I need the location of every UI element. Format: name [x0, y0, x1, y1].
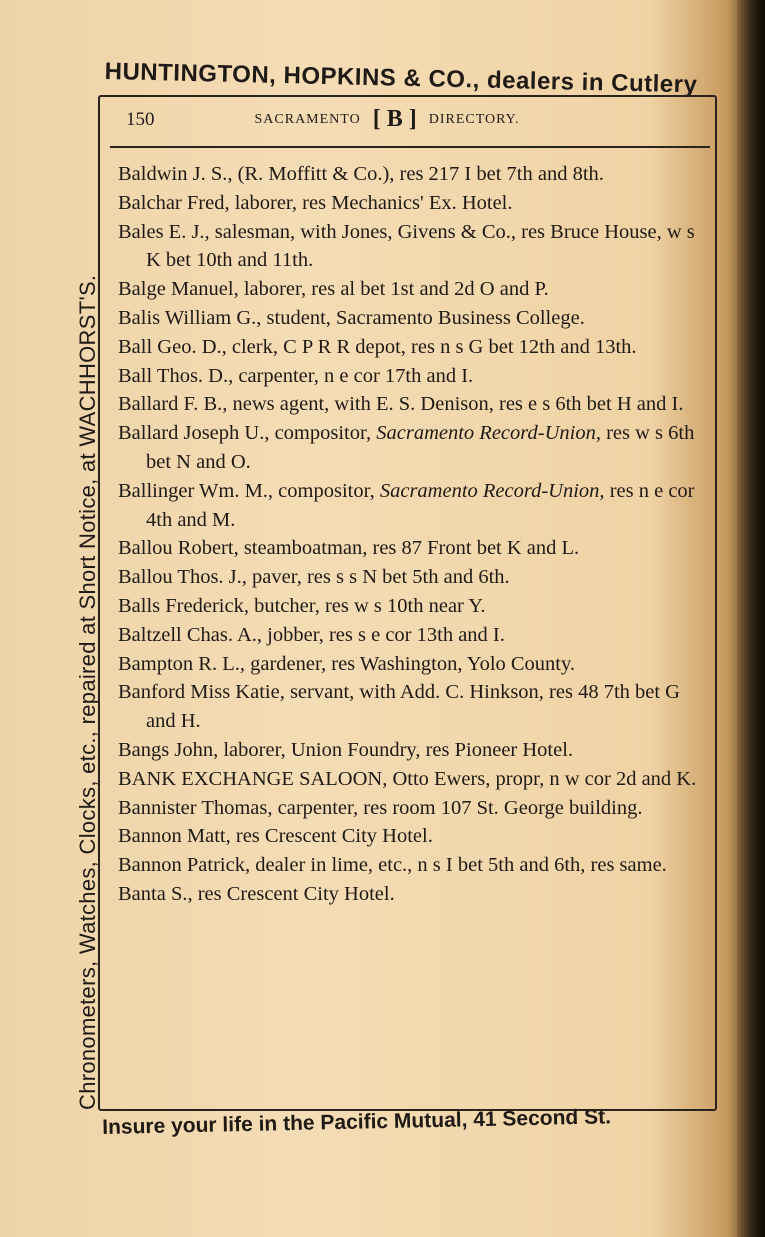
entry-text: Balchar Fred, laborer, res Mechanics' Ex. Hotel. [118, 191, 513, 214]
entry-residence: res n e cor 4th and M. [146, 479, 695, 531]
directory-entry [118, 678, 710, 736]
entry-text: Bangs John, laborer, Union Foundry, res Pioneer Hotel. [118, 738, 574, 761]
directory-entry [118, 218, 710, 276]
entry-text: Ballou Thos. J., paver, res s s N bet 5th and 6th. [118, 566, 510, 589]
entry-text: Ballinger Wm. M., compositor, [118, 479, 380, 502]
header-rule [110, 146, 710, 148]
entry-text: Bannon Matt, res Crescent City Hotel. [118, 825, 433, 848]
entry-text: Ball Geo. D., clerk, C P R R depot, res n s G bet 12th and 13th. [118, 335, 637, 358]
entry-text: Bampton R. L., gardener, res Washington, Yolo County. [118, 652, 576, 675]
directory-entry [118, 736, 710, 765]
header-letter: [ B ] [372, 106, 417, 132]
directory-entry [118, 650, 710, 679]
header-city: SACRAMENTO [254, 111, 361, 127]
directory-entry [118, 390, 710, 419]
directory-entry [118, 333, 710, 362]
entry-residence: res w s 6th bet N and O. [146, 422, 695, 473]
entry-employer: Sacramento Record-Union, [376, 422, 601, 445]
directory-entry [118, 851, 710, 880]
entry-text: Bannister Thomas, carpenter, res room 107 St. George building. [118, 796, 643, 819]
directory-entry [118, 534, 710, 563]
entry-text: Ball Thos. D., carpenter, n e cor 17th and I. [118, 364, 474, 387]
directory-entry [118, 189, 710, 218]
entry-text: Ballard F. B., news agent, with E. S. Denison, res e s 6th bet H and I. [118, 393, 684, 416]
directory-entry [118, 822, 710, 851]
page-number: 150 [126, 108, 155, 130]
directory-entry [118, 621, 710, 650]
directory-entry [118, 477, 710, 535]
entry-text: Balis William G., student, Sacramento Business College. [118, 306, 585, 329]
entry-text: Baltzell Chas. A., jobber, res s e cor 13th and I. [118, 623, 505, 646]
directory-entry [118, 880, 710, 909]
entry-employer: Sacramento Record-Union, [379, 479, 605, 502]
directory-entry [118, 765, 710, 794]
running-header [126, 106, 706, 133]
directory-entry [118, 592, 710, 621]
directory-entry [118, 275, 710, 304]
entry-text: Bales E. J., salesman, with Jones, Givens & Co., res Bruce House, w s K bet 10th and 11th. [118, 220, 695, 272]
directory-entry [118, 563, 710, 592]
directory-entry [118, 419, 710, 477]
entry-text: Ballard Joseph U., compositor, [118, 422, 377, 445]
directory-entry [118, 160, 710, 189]
header-directory: DIRECTORY. [428, 111, 520, 127]
directory-entry [118, 362, 710, 391]
entry-text: Bannon Patrick, dealer in lime, etc., n s I bet 5th and 6th, res same. [118, 854, 667, 877]
bottom-advertisement: Insure your life in the Pacific Mutual, 41 Second St. [102, 1105, 612, 1139]
directory-entry [118, 794, 710, 823]
entry-text: Banta S., res Crescent City Hotel. [118, 882, 395, 905]
entry-text: Baldwin J. S., (R. Moffitt & Co.), res 217 I bet 7th and 8th. [118, 163, 604, 185]
entry-text: BANK EXCHANGE SALOON, Otto Ewers, propr, n w cor 2d and K. [118, 767, 697, 790]
book-spine-shadow [737, 0, 765, 1237]
entry-text: Ballou Robert, steamboatman, res 87 Front bet K and L. [118, 537, 580, 560]
top-advertisement: HUNTINGTON, HOPKINS & CO., dealers in Cutlery [104, 58, 698, 99]
directory-entry [118, 304, 710, 333]
entry-text: Balls Frederick, butcher, res w s 10th near Y. [118, 594, 486, 617]
entry-text: Balge Manuel, laborer, res al bet 1st and 2d O and P. [118, 278, 549, 301]
entry-text: Banford Miss Katie, servant, with Add. C. Hinkson, res 48 7th bet G and H. [118, 681, 680, 733]
side-advertisement: Chronometers, Watches, Clocks, etc., repaired at Short Notice, at WACHHORST'S. [75, 274, 100, 1110]
directory-entries [118, 160, 710, 909]
